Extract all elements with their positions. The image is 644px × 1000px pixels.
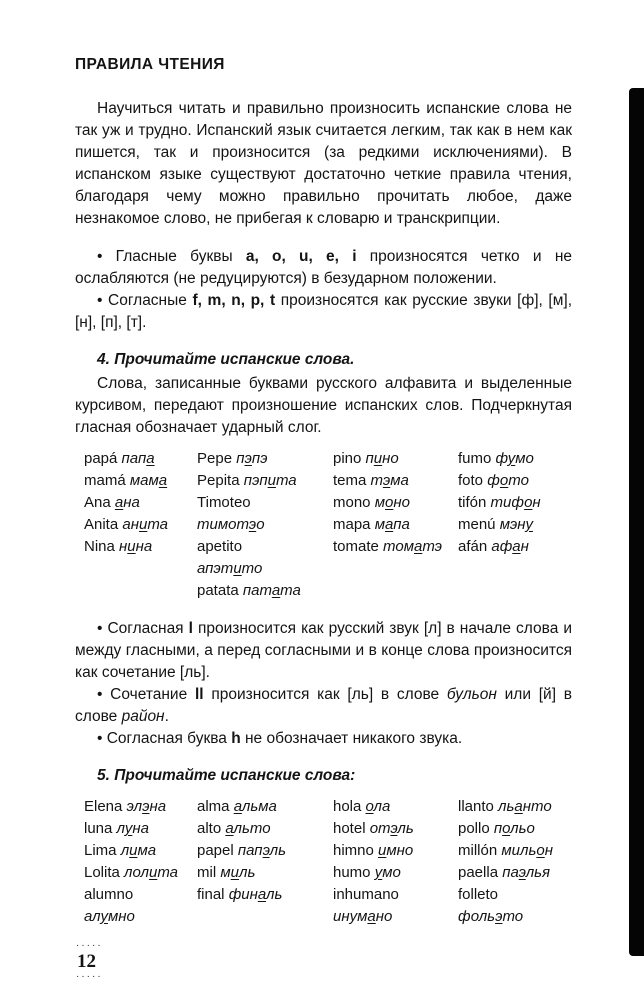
text-run: ал [84, 908, 101, 925]
word-entry [333, 884, 458, 906]
text-run: тэ [422, 538, 443, 555]
word-entry [458, 862, 572, 884]
text-run: ль [266, 886, 283, 903]
text-run: та [275, 472, 297, 489]
text-run: лья [525, 864, 551, 881]
word-entry [197, 470, 333, 492]
spanish-word: fumo [458, 450, 492, 467]
text-run: произносятся четко и не ослабляются (не редуцируются) в безударном положении. [75, 248, 572, 287]
word-entry [458, 884, 572, 906]
word-column [197, 448, 333, 602]
word-entry [84, 492, 197, 514]
spanish-word: luna [84, 820, 113, 837]
transcription [370, 820, 414, 837]
stressed-vowel: у [124, 820, 133, 837]
stressed-vowel: и [230, 864, 239, 881]
word-entry [458, 840, 572, 862]
word-entry [333, 470, 458, 492]
word-entry [84, 818, 197, 840]
spanish-word: alto [197, 820, 222, 837]
stressed-vowel: у [507, 450, 516, 467]
spanish-word: papá [84, 450, 118, 467]
text-run: от [369, 820, 391, 837]
text-run: пап [237, 842, 263, 859]
word-entry [197, 514, 333, 536]
word-column [333, 448, 458, 602]
word-entry [197, 580, 333, 602]
text-run: мэн [499, 516, 526, 533]
word-entry [197, 840, 333, 862]
stressed-vowel: а [514, 798, 523, 815]
stressed-vowel: а [146, 450, 155, 467]
text-run: на [132, 820, 149, 837]
spanish-word: tifón [458, 494, 487, 511]
page-title: ПРАВИЛА ЧТЕНИЯ [75, 56, 225, 73]
spanish-word: llanto [458, 798, 494, 815]
stressed-vowel: и [267, 472, 276, 489]
transcription [124, 864, 178, 881]
stressed-vowel: а [225, 820, 234, 837]
text-run: мо [515, 450, 534, 467]
exercise-4-description: Слова, записанные буквами русского алфавита и выделенные курсивом, передают произношение испанских слов. Подчеркнутая гласная обозначает ударный слог. [75, 375, 572, 436]
text-run: ма [137, 842, 157, 859]
emphasized-text: район [121, 708, 165, 725]
bullet-list-vowels-consonants [75, 246, 572, 334]
word-entry [84, 862, 197, 884]
stressed-vowel: и [233, 560, 242, 577]
text-run: льма [241, 798, 277, 815]
text-run: то [502, 908, 524, 925]
text-run: льто [233, 820, 271, 837]
text-run: инум [333, 908, 368, 925]
text-run: ан [122, 516, 139, 533]
stressed-vowel: и [138, 516, 148, 533]
emphasized-text: l [188, 620, 193, 637]
spanish-word: pollo [458, 820, 490, 837]
transcription [378, 842, 413, 859]
text-run: пат [242, 582, 272, 599]
text-run: • Согласные [97, 292, 193, 309]
transcription [127, 798, 167, 815]
transcription [366, 450, 399, 467]
transcription [225, 820, 270, 837]
bullet-consonants [75, 290, 572, 334]
spanish-word: afán [458, 538, 488, 555]
text-run: ль [269, 842, 286, 859]
transcription [119, 538, 152, 555]
word-entry [197, 884, 333, 906]
word-entry [458, 796, 572, 818]
transcription [234, 798, 277, 815]
spanish-word: papel [197, 842, 234, 859]
stressed-vowel: а [257, 886, 267, 903]
stressed-vowel: и [373, 450, 383, 467]
spanish-word: Nina [84, 538, 115, 555]
text-run: но [382, 450, 399, 467]
emphasized-text: ll [194, 686, 204, 703]
bullet-letter-l [75, 618, 572, 684]
spanish-word: foto [458, 472, 484, 489]
text-run: н [532, 494, 541, 511]
word-entry [333, 514, 458, 536]
text-run: та [280, 582, 301, 599]
word-entry [84, 796, 197, 818]
word-entry [84, 536, 197, 558]
spanish-word: hola [333, 798, 362, 815]
transcription [121, 842, 156, 859]
text-run: эл [126, 798, 143, 815]
word-entry [197, 558, 333, 580]
word-entry [84, 840, 197, 862]
word-entry [333, 448, 458, 470]
transcription [496, 450, 534, 467]
text-run: ла [373, 798, 391, 815]
spanish-word: folleto [458, 886, 499, 903]
stressed-vowel: и [148, 864, 158, 881]
spanish-word: mamá [84, 472, 126, 489]
spanish-word: Elena [84, 798, 123, 815]
spanish-word: alumno [84, 886, 134, 903]
transcription [117, 820, 149, 837]
transcription [238, 842, 286, 859]
word-entry [458, 514, 572, 536]
word-entry [84, 470, 197, 492]
spanish-word: Timoteo [197, 494, 251, 511]
stressed-vowel: а [158, 472, 168, 489]
stressed-vowel: и [127, 538, 136, 555]
stressed-vowel: а [233, 798, 242, 815]
spanish-word: mil [197, 864, 217, 881]
transcription [375, 494, 410, 511]
text-run: та [157, 864, 178, 881]
text-run: или [й] в слове [75, 686, 572, 725]
text-run: • Гласные буквы [97, 248, 246, 265]
stressed-vowel: а [114, 494, 124, 511]
text-run: пэп [243, 472, 268, 489]
exercise-5-heading: 5. Прочитайте испанские слова: [97, 767, 356, 784]
text-run: л [116, 820, 125, 837]
transcription [229, 886, 283, 903]
bullet-ll [75, 684, 572, 728]
stressed-vowel: а [367, 908, 376, 925]
word-entry [84, 514, 197, 536]
text-run: произносится как [ль] в слове [203, 686, 447, 703]
stressed-vowel: э [382, 472, 391, 489]
spanish-word: paella [458, 864, 499, 881]
text-run: па [393, 516, 410, 533]
word-entry [333, 818, 458, 840]
text-run: миль [501, 842, 537, 859]
stressed-vowel: э [142, 798, 150, 815]
transcription [458, 908, 523, 925]
text-run: о [256, 516, 265, 533]
text-run: ль [498, 798, 515, 815]
emphasized-text: h [231, 730, 241, 747]
stressed-vowel: а [512, 538, 521, 555]
stressed-vowel: а [385, 516, 394, 533]
transcription [122, 516, 168, 533]
transcription [502, 864, 550, 881]
word-column [458, 448, 572, 602]
transcription [244, 472, 297, 489]
text-run: на [149, 798, 167, 815]
text-run: на [135, 538, 153, 555]
stressed-vowel: а [271, 582, 281, 599]
spanish-word: Pepita [197, 472, 240, 489]
text-run: п [493, 820, 503, 837]
text-run: мно [386, 842, 414, 859]
text-run: тиф [490, 494, 525, 511]
word-entry [333, 536, 458, 558]
text-run: аф [491, 538, 513, 555]
transcription [115, 494, 140, 511]
text-run: мно [107, 908, 135, 925]
text-run: н [119, 538, 128, 555]
text-run: ма [390, 472, 409, 489]
transcription [220, 864, 255, 881]
text-run: п [365, 450, 374, 467]
transcription [333, 908, 392, 925]
spanish-word: hotel [333, 820, 366, 837]
stressed-vowel: э [495, 908, 503, 925]
spanish-word: humo [333, 864, 371, 881]
spanish-word: tema [333, 472, 367, 489]
transcription [197, 560, 262, 577]
word-table-exercise-4 [75, 448, 572, 602]
text-run: на [123, 494, 140, 511]
page-number-block [76, 942, 110, 981]
emphasized-text: f, m, n, p, t [192, 292, 276, 309]
word-entry [333, 796, 458, 818]
text-run: лол [124, 864, 149, 881]
transcription [236, 450, 267, 467]
word-entry [197, 536, 333, 558]
word-entry [458, 448, 572, 470]
spanish-word: tomate [333, 538, 379, 555]
text-run: ф [495, 450, 508, 467]
page-content [75, 56, 572, 981]
text-run: не обозначает никакого звука. [240, 730, 463, 747]
spanish-word: menú [458, 516, 496, 533]
stressed-vowel: у [525, 516, 533, 533]
text-run: • Сочетание [97, 686, 195, 703]
transcription [375, 864, 401, 881]
bullet-list-l-ll-h [75, 618, 572, 750]
text-run: пэ [251, 450, 268, 467]
word-entry [197, 492, 333, 514]
page-number: 12 [77, 951, 96, 972]
spanish-word: patata [197, 582, 239, 599]
transcription [84, 908, 135, 925]
transcription [487, 472, 529, 489]
spanish-word: Lima [84, 842, 117, 859]
text-run: тимот [197, 516, 249, 533]
text-run: мам [129, 472, 159, 489]
transcription [491, 494, 541, 511]
transcription [375, 516, 410, 533]
transcription [491, 538, 528, 555]
word-table-exercise-5 [75, 796, 572, 928]
transcription [243, 582, 301, 599]
spanish-word: apetito [197, 538, 243, 555]
text-run: фин [228, 886, 258, 903]
dotted-rule-top: ····· [76, 940, 103, 951]
text-run: произносятся как русские звуки [ф], [м], [н], [п], [т]. [75, 292, 573, 331]
spanish-word: mapa [333, 516, 371, 533]
text-run: па [502, 864, 519, 881]
text-run: . [164, 708, 169, 725]
text-run: л [120, 842, 130, 859]
text-run: апэт [197, 560, 234, 577]
word-entry [458, 470, 572, 492]
word-column [84, 796, 197, 928]
text-run: • Согласная [97, 620, 189, 637]
stressed-vowel: о [365, 798, 374, 815]
spanish-word: Lolita [84, 864, 120, 881]
spanish-word: Ana [84, 494, 111, 511]
text-run: • Согласная буква [97, 730, 232, 747]
word-entry [197, 448, 333, 470]
transcription [500, 516, 533, 533]
text-run: п [236, 450, 245, 467]
transcription [197, 516, 265, 533]
word-entry [333, 492, 458, 514]
transcription [383, 538, 442, 555]
emphasized-text: бульон [446, 686, 497, 703]
intro-paragraph: Научиться читать и правильно произносить испанские слова не так уж и трудно. Испанский язык считается легким, так как в нем как пишется, так и произносится (за редкими исключениями). В испанском языке существуют достаточно четкие правила чтения, благодаря чему можно правильно прочитать любое, даже незнакомое слово, не прибегая к словарю и транскрипции. [75, 100, 572, 227]
stressed-vowel: э [518, 864, 526, 881]
text-run: то [241, 560, 263, 577]
text-run: н [544, 842, 553, 859]
word-column [197, 796, 333, 928]
text-run: том [383, 538, 414, 555]
transcription [494, 820, 535, 837]
word-entry [333, 862, 458, 884]
transcription [371, 472, 409, 489]
spanish-word: mono [333, 494, 371, 511]
text-run: но [375, 908, 393, 925]
spanish-word: inhumano [333, 886, 399, 903]
word-entry [84, 906, 197, 928]
bullet-letter-h [75, 728, 572, 750]
stressed-vowel: у [100, 908, 108, 925]
stressed-vowel: и [378, 842, 387, 859]
transcription [130, 472, 167, 489]
text-run: нто [522, 798, 552, 815]
word-column [458, 796, 572, 928]
text-run: ф [487, 472, 500, 489]
bullet-vowels [75, 246, 572, 290]
text-run: м [220, 864, 231, 881]
stressed-vowel: а [413, 538, 423, 555]
word-entry [333, 840, 458, 862]
stressed-vowel: о [502, 820, 511, 837]
stressed-vowel: э [390, 820, 398, 837]
transcription [498, 798, 552, 815]
stressed-vowel: э [262, 842, 270, 859]
text-run: но [393, 494, 410, 511]
dotted-rule-bottom: ····· [76, 971, 103, 982]
exercise-4-heading: 4. Прочитайте испанские слова. [97, 351, 355, 368]
stressed-vowel: э [244, 450, 252, 467]
stressed-vowel: о [524, 494, 533, 511]
text-run: т [370, 472, 383, 489]
text-run: м [374, 516, 385, 533]
spanish-word: millón [458, 842, 498, 859]
text-run: ль [397, 820, 414, 837]
transcription [122, 450, 155, 467]
text-run: льо [510, 820, 535, 837]
word-entry [197, 818, 333, 840]
text-run: произносится как русский звук [л] в начале слова и между гласными, а перед согласными и в конце слова произносится как сочетание [ль]. [75, 620, 573, 681]
word-entry [84, 884, 197, 906]
word-entry [197, 796, 333, 818]
word-entry [84, 448, 197, 470]
stressed-vowel: у [374, 864, 383, 881]
scan-edge-bar [629, 88, 644, 956]
text-run: ль [238, 864, 256, 881]
word-entry [333, 906, 458, 928]
spanish-word: pino [333, 450, 362, 467]
word-entry [458, 906, 572, 928]
emphasized-text: a, o, u, e, i [245, 248, 357, 265]
stressed-vowel: о [385, 494, 394, 511]
text-run: м [374, 494, 385, 511]
word-column [333, 796, 458, 928]
stressed-vowel: о [536, 842, 545, 859]
word-entry [197, 862, 333, 884]
spanish-word: Pepe [197, 450, 233, 467]
stressed-vowel: о [499, 472, 509, 489]
text-run: та [147, 516, 168, 533]
stressed-vowel: и [129, 842, 138, 859]
text-run: пап [121, 450, 147, 467]
text-run: то [508, 472, 529, 489]
word-entry [458, 818, 572, 840]
spanish-word: Anita [84, 516, 119, 533]
transcription [501, 842, 553, 859]
text-run: н [520, 538, 529, 555]
stressed-vowel: э [248, 516, 257, 533]
word-entry [458, 492, 572, 514]
spanish-word: himno [333, 842, 374, 859]
transcription [366, 798, 391, 815]
spanish-word: final [197, 886, 225, 903]
text-run: мо [382, 864, 401, 881]
text-run: фоль [458, 908, 496, 925]
word-column [84, 448, 197, 602]
spanish-word: alma [197, 798, 230, 815]
word-entry [458, 536, 572, 558]
